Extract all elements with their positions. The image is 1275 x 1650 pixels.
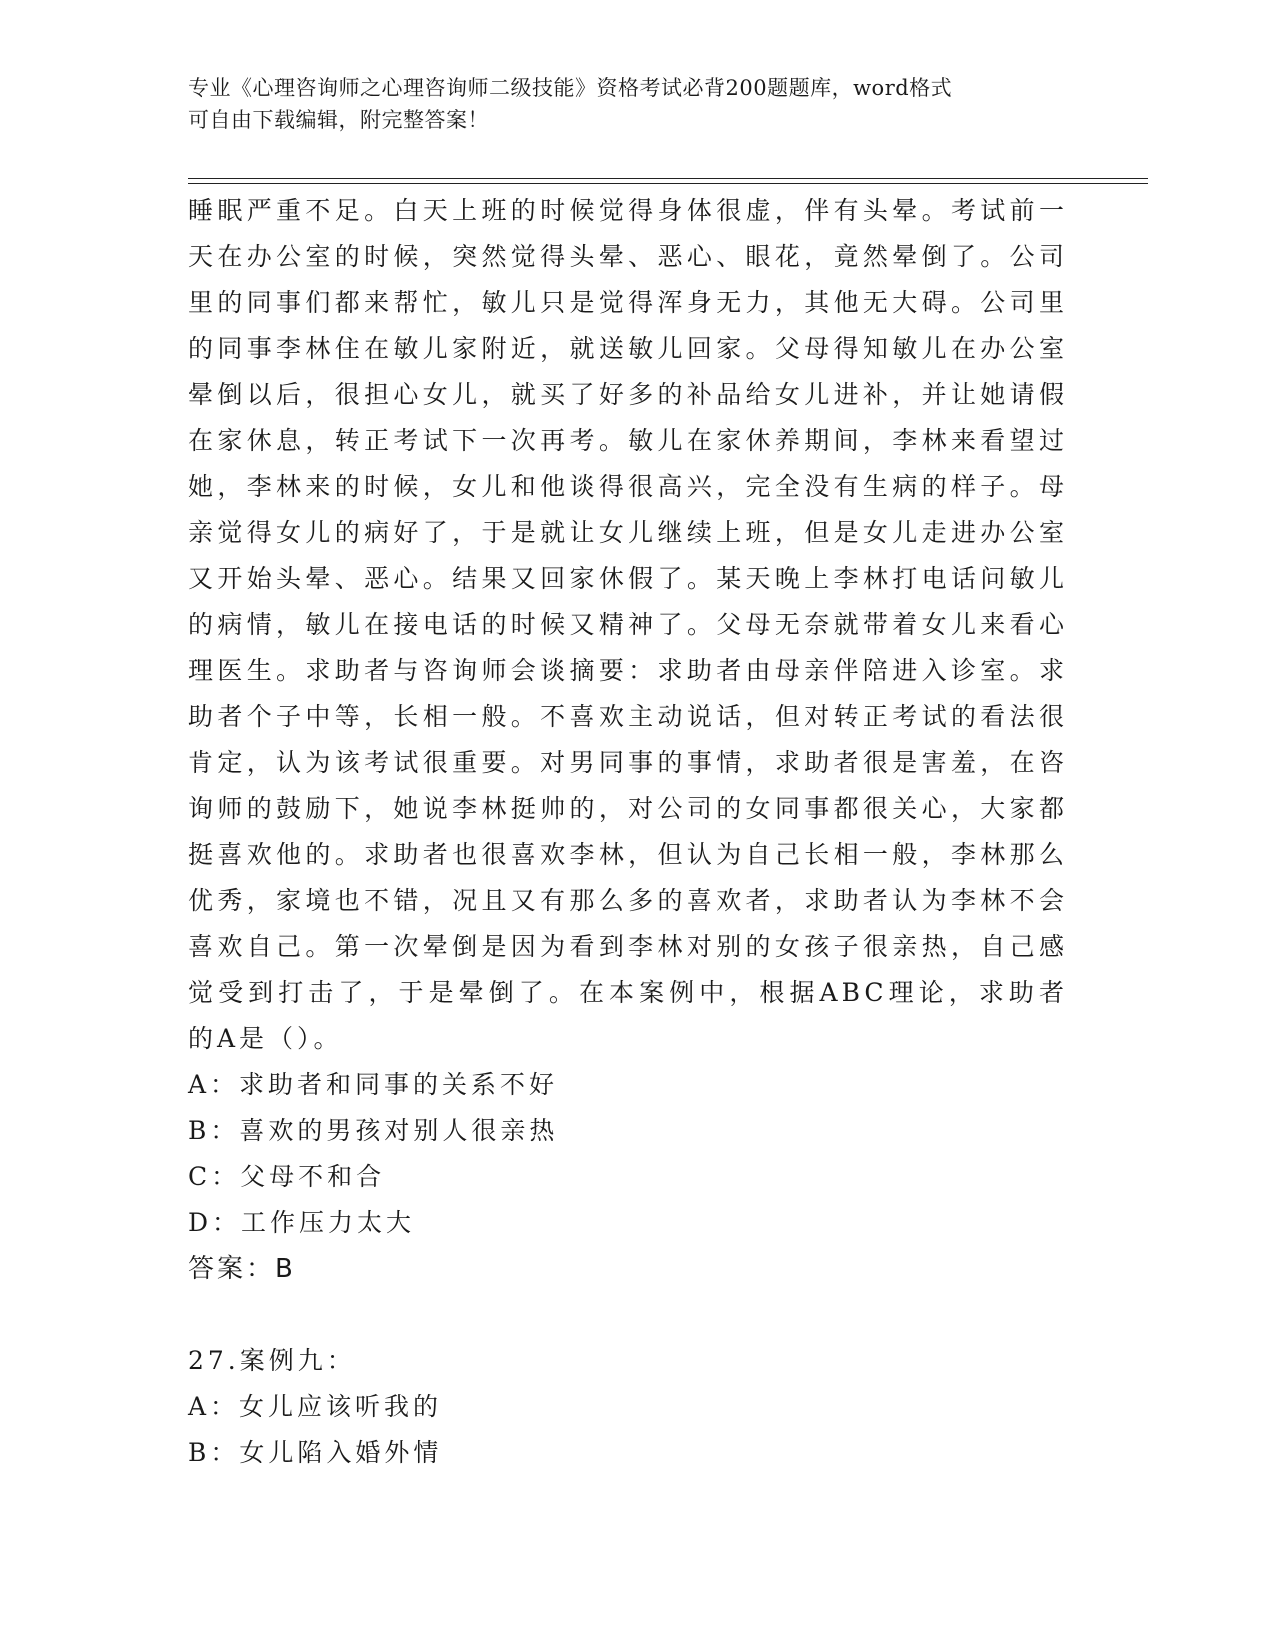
document-body [188,188,1068,1476]
header-divider [188,178,1148,184]
document-header [188,72,1068,136]
header-title-line-2: 可自由下载编辑，附完整答案！ [188,108,489,132]
question-27-option-b: B：女儿陷入婚外情 [188,1438,443,1467]
question-stem: 睡眠严重不足。白天上班的时候觉得身体很虚，伴有头晕。考试前一天在办公室的时候，突然觉得头晕、恶心、眼花，竟然晕倒了。公司里的同事们都来帮忙，敏儿只是觉得浑身无力，其他无大碍。公司里的同事李林住在敏儿家附近，就送敏儿回家。父母得知敏儿在办公室晕倒以后，很担心女儿，就买了好多的补品给女儿进补，并让她请假在家休息，转正考试下一次再考。敏儿在家休养期间，李林来看望过她，李林来的时候，女儿和他谈得很高兴，完全没有生病的样子。母亲觉得女儿的病好了，于是就让女儿继续上班，但是女儿走进办公室又开始头晕、恶心。结果又回家休假了。某天晚上李林打电话问敏儿的病情，敏儿在接电话的时候又精神了。父母无奈就带着女儿来看心理医生。求助者与咨询师会谈摘要：求助者由母亲伴陪进入诊室。求助者个子中等，长相一般。不喜欢主动说话，但对转正考试的看法很肯定，认为该考试很重要。对男同事的事情，求助者很是害羞，在咨询师的鼓励下，她说李林挺帅的，对公司的女同事都很关心，大家都挺喜欢他的。求助者也很喜欢李林，但认为自己长相一般，李林那么优秀，家境也不错，况且又有那么多的喜欢者，求助者认为李林不会喜欢自己。第一次晕倒是因为看到李林对别的女孩子很亲热，自己感觉受到打击了，于是晕倒了。在本案例中，根据ABC理论，求助者的A是（）。 [188,196,1068,1053]
option-b: B：喜欢的男孩对别人很亲热 [188,1116,559,1145]
header-title-line-1: 专业《心理咨询师之心理咨询师二级技能》资格考试必背200题题库，word格式 [188,76,953,100]
option-c: C：父母不和合 [188,1162,386,1191]
question-27-option-a: A：女儿应该听我的 [188,1392,443,1421]
question-27-title: 27.案例九： [188,1346,356,1375]
option-d: D：工作压力太大 [188,1208,416,1237]
answer-line: 答案：B [188,1254,296,1284]
option-a: A：求助者和同事的关系不好 [188,1070,559,1099]
